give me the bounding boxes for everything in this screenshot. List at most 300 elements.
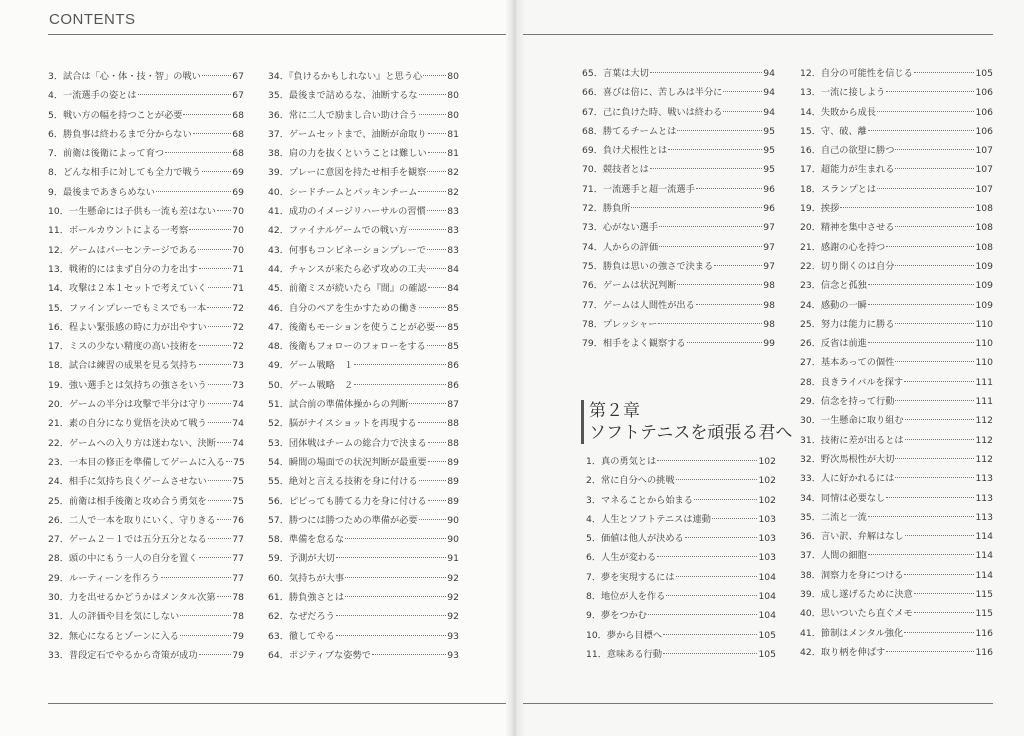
toc-leader-dots	[886, 246, 974, 247]
toc-leader-dots	[868, 130, 975, 131]
toc-entry-title: 14．攻撃は２本１セットで考えていく	[48, 283, 207, 295]
toc-page-number: 90	[447, 514, 459, 526]
toc-entry	[48, 86, 244, 105]
toc-page-number: 78	[232, 592, 244, 604]
toc-entry-title: 68．勝てるチームとは	[582, 125, 677, 137]
toc-page-number: 106	[975, 125, 993, 137]
toc-entry-title: 28．良きライバルを探す	[800, 376, 904, 388]
toc-leader-dots	[156, 191, 231, 192]
toc-column-right-2	[800, 64, 993, 662]
toc-page-number: 88	[447, 437, 459, 449]
toc-leader-dots	[687, 342, 763, 343]
toc-entry-title: 32．野次馬根性が大切	[800, 453, 895, 465]
toc-entry	[800, 604, 993, 623]
toc-page-number: 82	[447, 167, 459, 179]
toc-leader-dots	[428, 461, 447, 462]
toc-entry-title: 9．夢をつかむ	[586, 610, 647, 622]
toc-entry-title: 38．洞察力を身につける	[800, 569, 904, 581]
toc-entry	[586, 626, 776, 645]
toc-page-number: 114	[975, 550, 993, 562]
toc-column-chapter2	[586, 452, 776, 664]
toc-entry	[800, 546, 993, 565]
toc-entry-title: 39．成し遂げるために決意	[800, 589, 913, 601]
toc-leader-dots	[659, 226, 762, 227]
toc-entry	[800, 643, 993, 662]
toc-leader-dots	[345, 577, 446, 578]
toc-leader-dots	[208, 287, 232, 288]
toc-entry-title: 10．一生懸命には子供も一流も差はない	[48, 206, 216, 218]
toc-leader-dots	[868, 554, 975, 555]
toc-leader-dots	[208, 422, 232, 423]
toc-entry-title: 44．チャンスが来たら必ず攻めの工夫	[268, 263, 427, 275]
toc-page-number: 75	[232, 476, 244, 488]
toc-page-number: 81	[447, 128, 459, 140]
toc-entry-title: 23．一本目の修正を準備してゲームに入る	[48, 456, 226, 468]
toc-entry-title: 28．頭の中にもう一人の自分を置く	[48, 553, 198, 565]
toc-entry	[800, 257, 993, 276]
toc-leader-dots	[676, 479, 758, 480]
toc-entry	[48, 125, 244, 144]
toc-page-number: 95	[763, 125, 775, 137]
toc-entry-title: 18．スランプとは	[800, 183, 877, 195]
toc-entry-title: 29．ルーティーンを作ろう	[48, 572, 160, 584]
toc-leader-dots	[657, 556, 757, 557]
toc-page-number: 96	[763, 203, 775, 215]
toc-page-number: 113	[975, 511, 993, 523]
toc-leader-dots	[208, 500, 232, 501]
toc-entry	[800, 103, 993, 122]
toc-leader-dots	[336, 635, 446, 636]
toc-entry	[268, 221, 459, 240]
toc-entry	[586, 606, 776, 625]
toc-page-number: 84	[447, 283, 459, 295]
toc-page-number: 109	[975, 260, 993, 272]
toc-page-number: 79	[232, 649, 244, 661]
toc-entry	[48, 395, 244, 414]
toc-page-number: 97	[763, 260, 775, 272]
toc-page-number: 67	[232, 90, 244, 102]
toc-page-number: 89	[447, 476, 459, 488]
toc-leader-dots	[677, 284, 762, 285]
toc-entry-title: 34．同情は必要なし	[800, 492, 886, 504]
toc-entry-title: 32．無心になるとゾーンに入る	[48, 630, 179, 642]
toc-leader-dots	[905, 535, 975, 536]
toc-page-number: 103	[758, 533, 776, 545]
toc-page-number: 105	[758, 648, 776, 660]
toc-page-number: 113	[975, 473, 993, 485]
toc-leader-dots	[663, 653, 757, 654]
toc-entry	[268, 646, 459, 665]
toc-page-number: 91	[447, 553, 459, 565]
toc-entry	[48, 627, 244, 646]
toc-page-number: 83	[447, 206, 459, 218]
toc-page-number: 116	[975, 646, 993, 658]
toc-page-number: 114	[975, 531, 993, 543]
toc-leader-dots	[840, 207, 974, 208]
toc-entry	[268, 511, 459, 530]
toc-entry	[586, 645, 776, 664]
toc-page-number: 105	[975, 68, 993, 79]
toc-column-left-2	[268, 67, 459, 665]
toc-entry	[586, 587, 776, 606]
toc-leader-dots	[696, 304, 763, 305]
toc-entry-title: 40．思いついたら直ぐメモ	[800, 608, 913, 620]
toc-leader-dots	[436, 326, 446, 327]
toc-leader-dots	[895, 226, 974, 227]
toc-page-number: 87	[447, 399, 459, 411]
toc-leader-dots	[694, 499, 758, 500]
toc-entry-title: 49．ゲーム戦略 １	[268, 360, 354, 372]
toc-entry-title: 6．勝負事は終わるまで分からない	[48, 128, 192, 140]
toc-leader-dots	[189, 229, 231, 230]
toc-leader-dots	[165, 152, 231, 153]
toc-page-number: 107	[975, 164, 993, 176]
toc-entry-title: 37．ゲームセットまで、油断が命取り	[268, 128, 427, 140]
toc-entry-title: 57．勝つには勝つための準備が必要	[268, 514, 418, 526]
toc-page-number: 72	[232, 321, 244, 333]
toc-entry	[800, 585, 993, 604]
toc-entry-title: 9．最後まであきらめない	[48, 186, 155, 198]
toc-entry	[800, 469, 993, 488]
toc-entry	[582, 218, 775, 237]
chapter-heading	[581, 400, 792, 444]
toc-entry	[268, 414, 459, 433]
toc-entry-title: 79．相手をよく観察する	[582, 338, 686, 350]
toc-leader-dots	[905, 419, 975, 420]
toc-entry	[800, 431, 993, 450]
toc-entry	[800, 160, 993, 179]
toc-entry-title: 77．ゲームは人間性が出る	[582, 299, 695, 311]
toc-leader-dots	[631, 207, 762, 208]
toc-page-number: 113	[975, 492, 993, 504]
toc-page-number: 72	[232, 341, 244, 353]
toc-leader-dots	[904, 574, 974, 575]
toc-entry-title: 15．守、破、離	[800, 125, 867, 137]
toc-page-number: 70	[232, 206, 244, 218]
toc-entry	[800, 624, 993, 643]
toc-page-number: 84	[447, 263, 459, 275]
toc-entry	[268, 472, 459, 491]
toc-entry-title: 45．前衛ミスが続いたら『間』の確認	[268, 283, 427, 295]
toc-leader-dots	[409, 403, 446, 404]
toc-entry-title: 20．ゲームの半分は攻撃で半分は守り	[48, 399, 207, 411]
toc-page-number: 108	[975, 222, 993, 234]
toc-page-number: 80	[447, 71, 459, 82]
toc-leader-dots	[336, 615, 446, 616]
toc-leader-dots	[217, 519, 232, 520]
toc-entry	[268, 202, 459, 221]
toc-entry-title: 48．後衛もフォローのフォローをする	[268, 341, 426, 353]
toc-entry	[268, 607, 459, 626]
toc-entry-title: 40．シードチームとパッキンチーム	[268, 186, 418, 198]
toc-page-number: 99	[763, 338, 775, 350]
toc-entry-title: 24．感動の一瞬	[800, 299, 867, 311]
toc-page-number: 85	[447, 302, 459, 314]
toc-page-number: 103	[758, 513, 776, 525]
toc-entry-title: 33．人に好かれるには	[800, 473, 895, 485]
toc-entry-title: 14．失敗から成長	[800, 106, 877, 118]
toc-page-number: 92	[447, 611, 459, 623]
toc-leader-dots	[336, 557, 446, 558]
toc-leader-dots	[696, 188, 763, 189]
toc-leader-dots	[161, 577, 231, 578]
toc-entry	[800, 527, 993, 546]
toc-page-number: 115	[975, 589, 993, 601]
toc-leader-dots	[886, 497, 974, 498]
toc-entry-title: 38．肩の力を抜くということは難しい	[268, 148, 427, 160]
toc-leader-dots	[886, 91, 974, 92]
toc-entry	[586, 548, 776, 567]
toc-page-number: 69	[232, 167, 244, 179]
toc-leader-dots	[419, 519, 447, 520]
toc-leader-dots	[914, 72, 975, 73]
toc-leader-dots	[668, 149, 762, 150]
toc-entry	[582, 122, 775, 141]
toc-leader-dots	[423, 75, 446, 76]
toc-entry	[48, 511, 244, 530]
toc-entry-title: 21．感謝の心を持つ	[800, 241, 886, 253]
toc-entry-title: 59．予測が大切	[268, 553, 335, 565]
toc-leader-dots	[427, 171, 446, 172]
toc-page-number: 104	[758, 571, 776, 583]
toc-leader-dots	[428, 500, 447, 501]
toc-leader-dots	[199, 268, 232, 269]
toc-entry-title: 34．『負けるかもしれない』と思う心	[268, 71, 423, 82]
toc-entry-title: 67．己に負けた時、戦いは終わる	[582, 106, 723, 118]
toc-leader-dots	[199, 345, 232, 346]
toc-entry-title: 22．ゲームへの入り方は迷わない、決断	[48, 437, 216, 449]
toc-page-number: 111	[975, 396, 993, 408]
toc-leader-dots	[914, 612, 975, 613]
contents-heading: CONTENTS	[49, 11, 136, 28]
toc-entry-title: 12．ゲームはパーセンテージである	[48, 244, 198, 256]
toc-entry	[48, 221, 244, 240]
toc-entry	[586, 529, 776, 548]
toc-column-left-1	[48, 67, 244, 665]
toc-page-number: 70	[232, 244, 244, 256]
toc-page-number: 97	[763, 222, 775, 234]
toc-entry	[268, 241, 459, 260]
toc-leader-dots	[914, 593, 975, 594]
toc-entry-title: 41．節制はメンタル強化	[800, 627, 904, 639]
toc-page-number: 89	[447, 456, 459, 468]
toc-entry	[48, 202, 244, 221]
toc-entry-title: 42．取り柄を伸ばす	[800, 646, 886, 658]
toc-leader-dots	[904, 381, 974, 382]
toc-leader-dots	[427, 249, 446, 250]
toc-entry	[800, 218, 993, 237]
toc-entry	[586, 491, 776, 510]
toc-leader-dots	[714, 265, 762, 266]
toc-entry	[268, 163, 459, 182]
toc-entry-title: 52．脳がナイスショットを再現する	[268, 418, 417, 430]
toc-page-number: 83	[447, 244, 459, 256]
toc-entry	[48, 492, 244, 511]
toc-page-number: 95	[763, 164, 775, 176]
toc-entry	[800, 315, 993, 334]
toc-entry	[48, 453, 244, 472]
toc-entry-title: 63．徹してやる	[268, 630, 335, 642]
toc-entry	[582, 160, 775, 179]
toc-leader-dots	[685, 537, 758, 538]
toc-page-number: 102	[758, 456, 776, 467]
toc-page-number: 74	[232, 418, 244, 430]
toc-entry	[582, 103, 775, 122]
toc-leader-dots	[677, 130, 762, 131]
toc-leader-dots	[180, 615, 231, 616]
toc-page-number: 108	[975, 241, 993, 253]
toc-entry-title: 13．一流に接しよう	[800, 87, 886, 99]
toc-page-number: 112	[975, 434, 993, 446]
toc-page-number: 111	[975, 376, 993, 388]
toc-entry	[800, 373, 993, 392]
toc-leader-dots	[428, 152, 447, 153]
toc-page-number: 77	[232, 572, 244, 584]
toc-leader-dots	[886, 651, 974, 652]
toc-entry	[268, 356, 459, 375]
toc-leader-dots	[663, 634, 757, 635]
toc-leader-dots	[199, 364, 232, 365]
toc-entry-title: 35．二流と一流	[800, 511, 867, 523]
top-rule-left	[48, 34, 506, 35]
toc-entry	[800, 296, 993, 315]
toc-entry	[800, 508, 993, 527]
toc-leader-dots	[202, 171, 231, 172]
toc-column-right-1	[582, 64, 775, 353]
toc-leader-dots	[895, 168, 974, 169]
toc-leader-dots	[226, 461, 232, 462]
toc-page-number: 114	[975, 569, 993, 581]
book-gutter	[505, 0, 525, 736]
toc-entry-title: 23．信念と孤独	[800, 280, 867, 292]
toc-entry-title: 7．夢を実現するには	[586, 571, 675, 583]
toc-entry-title: 61．勝負強さとは	[268, 592, 345, 604]
toc-page-number: 80	[447, 109, 459, 121]
toc-entry	[582, 315, 775, 334]
toc-entry-title: 16．自己の欲望に勝つ	[800, 145, 895, 157]
toc-page-number: 79	[232, 630, 244, 642]
toc-entry-title: 78．プレッシャー	[582, 318, 658, 330]
toc-page-number: 92	[447, 572, 459, 584]
toc-leader-dots	[354, 364, 446, 365]
toc-entry-title: 53．団体戦はチームの総合力で決まる	[268, 437, 427, 449]
toc-entry	[582, 276, 775, 295]
toc-entry-title: 22．切り開くのは自分	[800, 260, 895, 272]
toc-leader-dots	[207, 307, 231, 308]
toc-entry	[48, 434, 244, 453]
toc-page-number: 94	[763, 106, 775, 118]
toc-page-number: 76	[232, 514, 244, 526]
toc-leader-dots	[183, 114, 231, 115]
toc-entry-title: 4．人生とソフトテニスは連動	[586, 513, 711, 525]
toc-leader-dots	[419, 114, 447, 115]
toc-entry	[582, 199, 775, 218]
toc-leader-dots	[723, 91, 762, 92]
toc-entry	[800, 566, 993, 585]
toc-entry-title: 10．夢から目標へ	[586, 629, 663, 641]
toc-entry	[48, 183, 244, 202]
toc-leader-dots	[208, 403, 232, 404]
toc-entry-title: 54．瞬間の場面での状況判断が最重要	[268, 456, 427, 468]
toc-leader-dots	[418, 422, 447, 423]
toc-entry	[586, 510, 776, 529]
toc-leader-dots	[419, 480, 447, 481]
toc-leader-dots	[419, 307, 447, 308]
toc-page-number: 69	[232, 186, 244, 198]
toc-entry	[48, 569, 244, 588]
toc-entry-title: 20．精神を集中させる	[800, 222, 895, 234]
toc-page-number: 96	[763, 183, 775, 195]
toc-leader-dots	[138, 94, 232, 95]
toc-leader-dots	[658, 323, 762, 324]
toc-entry	[48, 356, 244, 375]
toc-entry	[800, 276, 993, 295]
toc-entry	[582, 334, 775, 353]
toc-entry	[800, 141, 993, 160]
toc-leader-dots	[208, 538, 232, 539]
toc-entry	[800, 199, 993, 218]
toc-entry	[582, 83, 775, 102]
toc-page-number: 74	[232, 399, 244, 411]
toc-leader-dots	[208, 326, 232, 327]
toc-entry-title: 25．努力は能力に勝る	[800, 318, 895, 330]
toc-leader-dots	[676, 576, 758, 577]
toc-leader-dots	[895, 400, 974, 401]
toc-entry	[48, 337, 244, 356]
toc-entry-title: 30．一生懸命に取り組む	[800, 415, 904, 427]
toc-page-number: 106	[975, 87, 993, 99]
toc-entry	[800, 450, 993, 469]
toc-entry-title: 41．成功のイメージリハーサルの習慣	[268, 206, 426, 218]
toc-entry-title: 27．ゲーム２－１では五分五分となる	[48, 534, 207, 546]
toc-leader-dots	[345, 538, 446, 539]
toc-entry-title: 26．反省は前進	[800, 338, 867, 350]
toc-entry	[48, 279, 244, 298]
toc-page-number: 75	[233, 456, 245, 468]
toc-entry	[268, 260, 459, 279]
toc-leader-dots	[904, 632, 974, 633]
toc-page-number: 68	[232, 148, 244, 160]
toc-entry	[268, 530, 459, 549]
toc-entry-title: 64．ポジティブな姿勢で	[268, 649, 371, 661]
toc-entry	[800, 180, 993, 199]
toc-leader-dots	[354, 384, 446, 385]
toc-page-number: 74	[232, 437, 244, 449]
toc-page-number: 73	[232, 360, 244, 372]
toc-leader-dots	[895, 477, 974, 478]
toc-entry-title: 60．気持ちが大事	[268, 572, 345, 584]
toc-entry-title: 16．程よい緊張感の時に力が出やすい	[48, 321, 207, 333]
toc-leader-dots	[217, 442, 231, 443]
toc-entry-title: 69．負け犬根性とは	[582, 145, 668, 157]
toc-page-number: 72	[232, 302, 244, 314]
toc-entry	[582, 64, 775, 83]
toc-entry-title: 3．試合は「心・体・技・智」の戦い	[48, 71, 201, 82]
toc-page-number: 94	[763, 87, 775, 99]
toc-leader-dots	[180, 635, 231, 636]
toc-page-number: 93	[447, 630, 459, 642]
toc-page-number: 82	[447, 186, 459, 198]
toc-leader-dots	[217, 596, 232, 597]
toc-entry	[48, 163, 244, 182]
toc-entry	[582, 296, 775, 315]
toc-leader-dots	[419, 94, 447, 95]
toc-page-number: 116	[975, 627, 993, 639]
toc-entry	[268, 549, 459, 568]
toc-leader-dots	[895, 361, 974, 362]
toc-entry-title: 46．自分のペアを生かすための働き	[268, 302, 418, 314]
toc-entry	[48, 376, 244, 395]
